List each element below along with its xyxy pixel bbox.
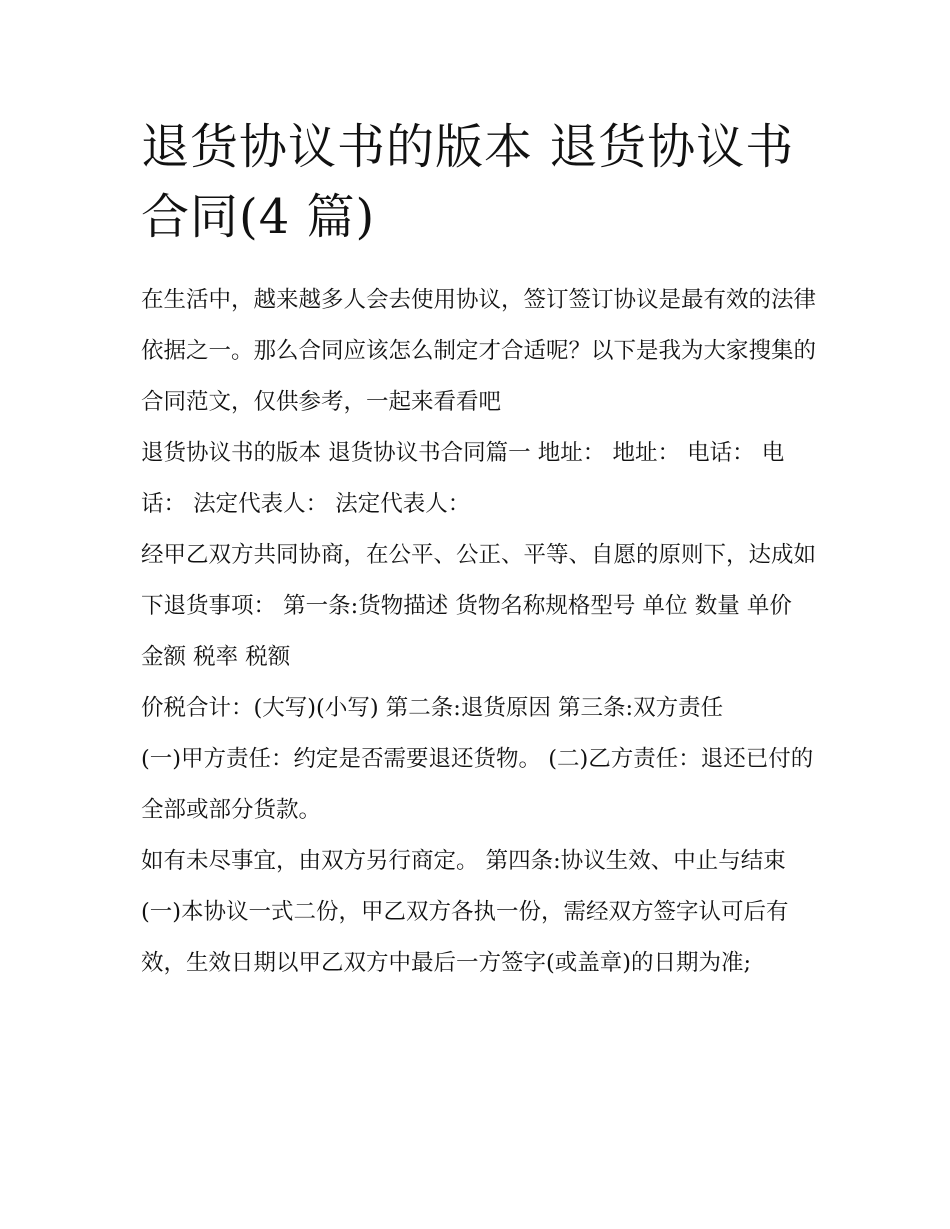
document-title: 退货协议书的版本 退货协议书合同(4 篇) [141,119,795,245]
document-body [141,112,821,989]
intro-paragraph: 在生活中，越来越多人会去使用协议，签订签订协议是最有效的法律依据之一。那么合同应该怎么制定才合适呢？以下是我为大家搜集的合同范文，仅供参考，一起来看看吧 [141,287,817,415]
effective-clause-paragraph: (一)本协议一式二份，甲乙双方各执一份，需经双方签字认可后有效，生效日期以甲乙双方中最后一方签字(或盖章)的日期为准; [141,899,789,976]
articles-two-three-paragraph: 价税合计：(大写)(小写) 第二条:退货原因 第三条:双方责任 [141,695,724,721]
responsibilities-paragraph: (一)甲方责任：约定是否需要退还货物。 (二)乙方责任：退还已付的全部或部分货款。 [141,746,814,823]
article-four-paragraph: 如有未尽事宜，由双方另行商定。 第四条:协议生效、中止与结束 [141,848,786,874]
article-one-paragraph: 经甲乙双方共同协商，在公平、公正、平等、自愿的原则下，达成如下退货事项： 第一条:货物描述 货物名称规格型号 单位 数量 单价 金额 税率 税额 [141,542,817,670]
parties-paragraph: 退货协议书的版本 退货协议书合同篇一 地址： 地址： 电话： 电话： 法定代表人： 法定代表人： [141,440,785,517]
